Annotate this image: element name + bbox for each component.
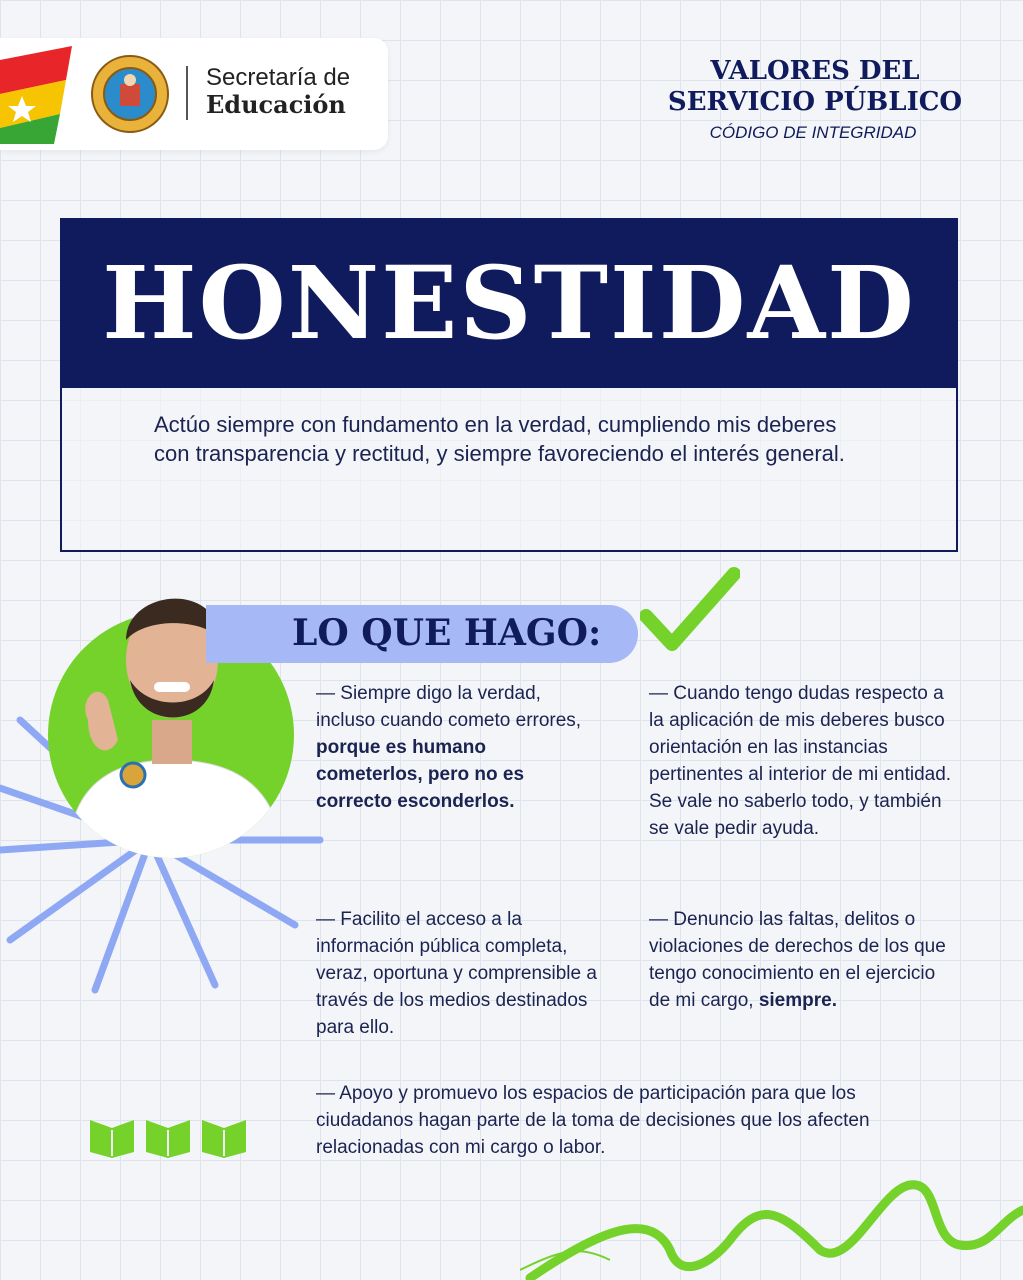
flag-icon	[0, 44, 82, 144]
values-title-line2: SERVICIO PÚBLICO	[667, 87, 963, 117]
checkmark-icon	[640, 566, 740, 656]
org-name-line2: Educación	[206, 90, 346, 119]
item-4	[649, 906, 949, 1014]
values-title	[665, 56, 965, 118]
squiggle-icon	[520, 1170, 1023, 1280]
item-1-emphasis: porque es humano cometerlos, pero no es correcto esconderlos.	[316, 737, 525, 812]
org-name-line1: Secretaría de	[206, 64, 351, 91]
item-4-emphasis: siempre.	[758, 990, 837, 1011]
item-5: — Apoyo y promuevo los espacios de participación para que los ciudadanos hagan parte de la toma de decisiones que los afecten relacionadas con mi cargo o labor.	[316, 1083, 870, 1158]
logo-divider	[186, 66, 188, 120]
value-description: Actúo siempre con fundamento en la verdad, cumpliendo mis deberes con transparencia y rectitud, y siempre favoreciendo el interés general.	[154, 412, 845, 466]
item-1	[316, 680, 596, 815]
section-heading: LO QUE HAGO:	[292, 612, 602, 654]
item-3: — Facilito el acceso a la información pública completa, veraz, oportuna y comprensible a través de los medios destinados para ello.	[316, 909, 597, 1038]
item-2: — Cuando tengo dudas respecto a la aplicación de mis deberes busco orientación en las instancias pertinentes al interior de mi entidad. Se vale no saberlo todo, y también se vale pedir ayuda.	[649, 683, 952, 839]
seal-icon	[90, 54, 170, 134]
item-4-text: — Denuncio las faltas, delitos o violaciones de derechos de los que tengo conocimiento en el ejercicio de mi cargo,	[649, 909, 946, 1011]
value-title: HONESTIDAD	[102, 244, 916, 362]
org-name	[206, 64, 350, 118]
values-title-line1: VALORES DEL	[710, 56, 920, 86]
item-1-text: — Siempre digo la verdad, incluso cuando cometo errores,	[316, 683, 582, 731]
books-icon	[90, 1118, 250, 1158]
values-subtitle: CÓDIGO DE INTEGRIDAD	[709, 123, 917, 142]
